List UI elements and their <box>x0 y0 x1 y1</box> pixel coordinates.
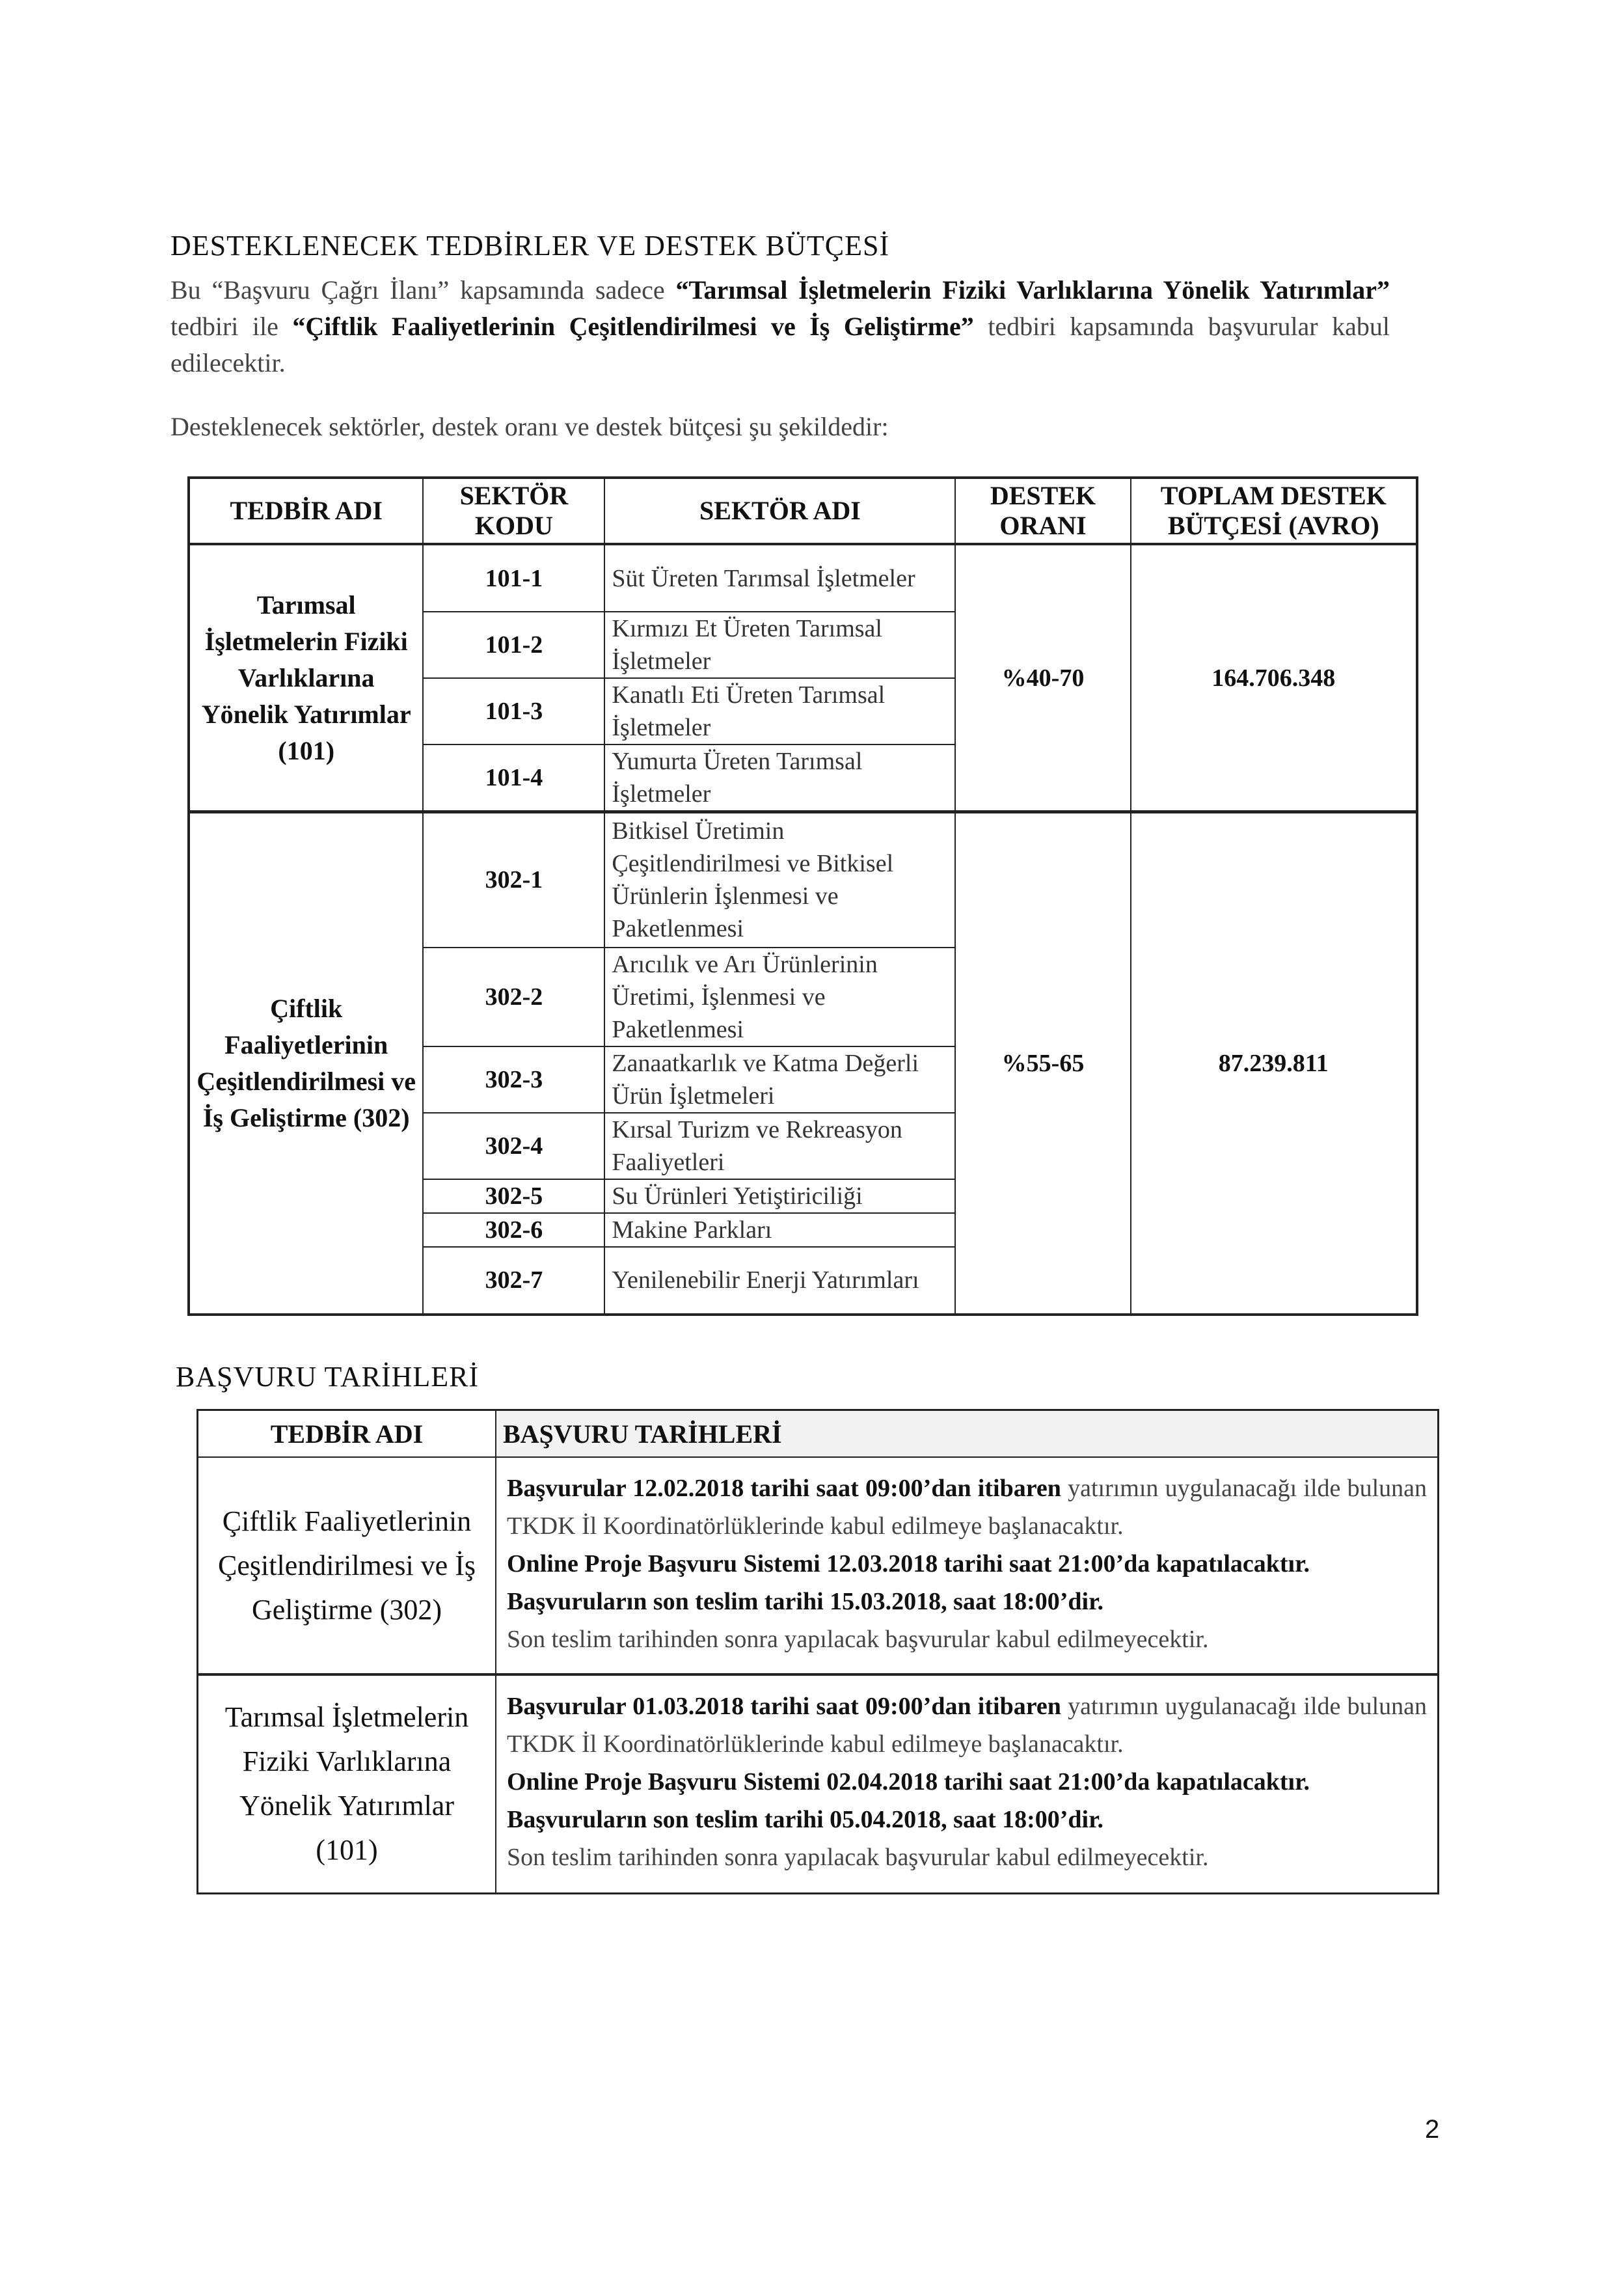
sectors-intro: Desteklenecek sektörler, destek oranı ve destek bütçesi şu şekildedir: <box>170 412 889 441</box>
budget-101: 164.706.348 <box>1131 544 1417 812</box>
section-title-dates: BAŞVURU TARİHLERİ <box>176 1361 480 1393</box>
table-header-row <box>189 478 1417 544</box>
sector-name: Yumurta Üreten Tarımsal İşletmeler <box>604 744 955 812</box>
sector-code: 101-3 <box>423 678 604 744</box>
support-rate-101: %40-70 <box>955 544 1130 812</box>
tedbir-302: Çiftlik Faaliyetlerinin Çeşitlendirilmesi ve İş Geliştirme (302) <box>189 812 423 1315</box>
header-sektor-kodu: SEKTÖR KODU <box>423 478 604 544</box>
sector-code: 302-1 <box>423 812 604 948</box>
header-basvuru-tarihleri: BAŞVURU TARİHLERİ <box>496 1410 1439 1458</box>
sector-code: 302-7 <box>423 1247 604 1315</box>
intro-text-c: tedbiri ile <box>170 312 293 341</box>
dates-302 <box>496 1457 1439 1674</box>
tedbir-101: Tarımsal İşletmelerin Fiziki Varlıklarına Yönelik Yatırımlar (101) <box>189 544 423 812</box>
intro-text-a: Bu “Başvuru Çağrı İlanı” kapsamında sadece <box>170 275 676 305</box>
sector-name: Kırmızı Et Üreten Tarımsal İşletmeler <box>604 612 955 678</box>
page-number: 2 <box>1425 2115 1440 2144</box>
intro-measure-101: “Tarımsal İşletmelerin Fiziki Varlıklarına Yönelik Yatırımlar” <box>675 275 1390 305</box>
application-dates-table <box>196 1409 1439 1894</box>
start-note: yatırımın uygulanacağı ilde bulunan TKDK İl Koordinatörlüklerinde kabul edilmeye başlanacaktır. <box>507 1475 1427 1540</box>
sector-name: Süt Üreten Tarımsal İşletmeler <box>604 544 955 612</box>
sector-code: 101-1 <box>423 544 604 612</box>
sector-code: 302-5 <box>423 1179 604 1213</box>
sector-name: Su Ürünleri Yetiştiriciliği <box>604 1179 955 1213</box>
header-sektor-adi: SEKTÖR ADI <box>604 478 955 544</box>
sector-code: 302-2 <box>423 948 604 1046</box>
intro-measure-302: “Çiftlik Faaliyetlerinin Çeşitlendirilmesi ve İş Geliştirme” <box>292 312 974 341</box>
header-tedbir: TEDBİR ADI <box>198 1410 496 1458</box>
sector-code: 302-3 <box>423 1046 604 1113</box>
tedbir-101-name: Tarımsal İşletmelerin Fiziki Varlıklarına Yönelik Yatırımlar (101) <box>198 1674 496 1893</box>
sector-name: Kırsal Turizm ve Rekreasyon Faaliyetleri <box>604 1113 955 1179</box>
table-row <box>189 544 1417 612</box>
sector-code: 302-4 <box>423 1113 604 1179</box>
intro-text-e: tedbiri kapsamında başvurular kabul edilecektir. <box>170 312 1390 377</box>
sector-code: 101-2 <box>423 612 604 678</box>
sector-code: 101-4 <box>423 744 604 812</box>
sector-name: Bitkisel Üretimin Çeşitlendirilmesi ve Bitkisel Ürünlerin İşlenmesi ve Paketlenmesi <box>604 812 955 948</box>
intro-paragraph <box>170 272 1390 381</box>
table-header-row <box>198 1410 1439 1458</box>
sector-code: 302-6 <box>423 1213 604 1247</box>
sector-name: Zanaatkarlık ve Katma Değerli Ürün İşletmeleri <box>604 1046 955 1113</box>
sectors-table <box>187 476 1418 1316</box>
start-note: yatırımın uygulanacağı ilde bulunan TKDK İl Koordinatörlüklerinde kabul edilmeye başlanacaktır. <box>507 1693 1427 1758</box>
header-tedbir: TEDBİR ADI <box>189 478 423 544</box>
table-row <box>198 1674 1439 1893</box>
late-note: Son teslim tarihinden sonra yapılacak başvurular kabul edilmeyecektir. <box>507 1626 1209 1653</box>
start-date: Başvurular 12.02.2018 tarihi saat 09:00’dan itibaren <box>507 1475 1061 1502</box>
dates-101 <box>496 1674 1439 1893</box>
sector-name: Arıcılık ve Arı Ürünlerinin Üretimi, İşlenmesi ve Paketlenmesi <box>604 948 955 1046</box>
online-close-date: Online Proje Başvuru Sistemi 12.03.2018 tarihi saat 21:00’da kapatılacaktır. <box>507 1550 1310 1578</box>
support-rate-302: %55-65 <box>955 812 1130 1315</box>
late-note: Son teslim tarihinden sonra yapılacak başvurular kabul edilmeyecektir. <box>507 1844 1209 1871</box>
section-title-measures: DESTEKLENECEK TEDBİRLER VE DESTEK BÜTÇESİ <box>170 230 890 262</box>
sector-name: Makine Parkları <box>604 1213 955 1247</box>
header-destek-orani: DESTEK ORANI <box>955 478 1130 544</box>
budget-302: 87.239.811 <box>1131 812 1417 1315</box>
header-toplam-butce: TOPLAM DESTEK BÜTÇESİ (AVRO) <box>1131 478 1417 544</box>
sector-name: Kanatlı Eti Üreten Tarımsal İşletmeler <box>604 678 955 744</box>
deadline: Başvuruların son teslim tarihi 05.04.2018, saat 18:00’dir. <box>507 1806 1103 1833</box>
tedbir-302-name: Çiftlik Faaliyetlerinin Çeşitlendirilmesi ve İş Geliştirme (302) <box>198 1457 496 1674</box>
table-row <box>189 812 1417 948</box>
start-date: Başvurular 01.03.2018 tarihi saat 09:00’dan itibaren <box>507 1693 1061 1720</box>
table-row <box>198 1457 1439 1674</box>
online-close-date: Online Proje Başvuru Sistemi 02.04.2018 tarihi saat 21:00’da kapatılacaktır. <box>507 1768 1310 1796</box>
sector-name: Yenilenebilir Enerji Yatırımları <box>604 1247 955 1315</box>
deadline: Başvuruların son teslim tarihi 15.03.2018, saat 18:00’dir. <box>507 1588 1103 1615</box>
